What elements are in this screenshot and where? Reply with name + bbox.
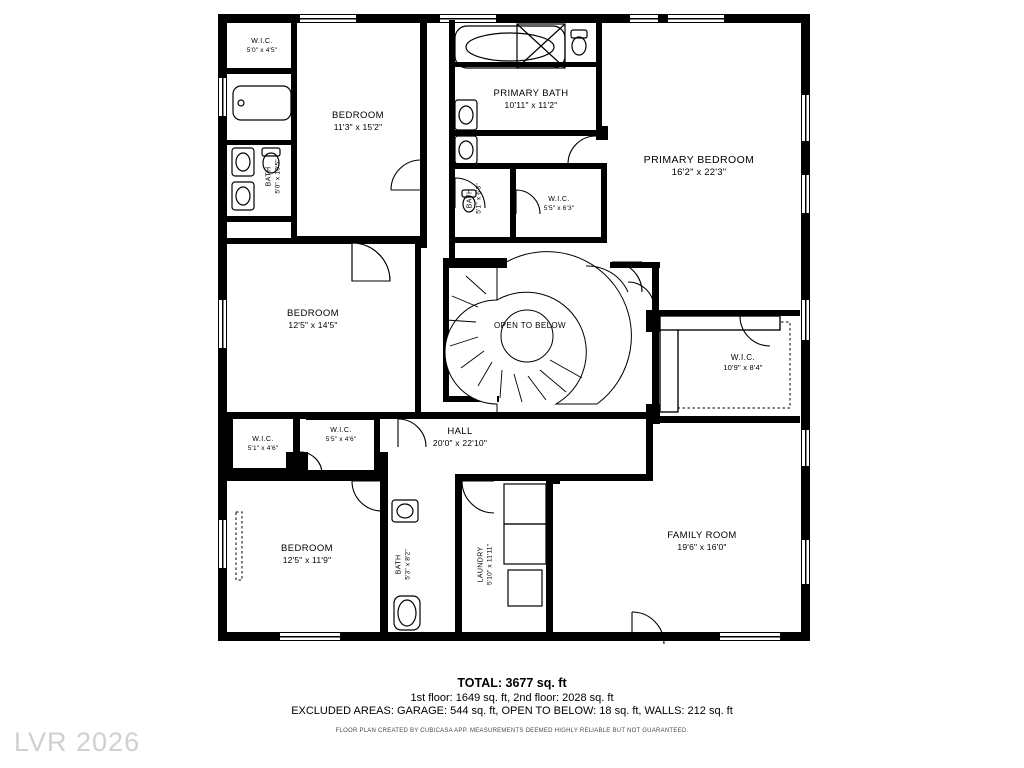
room-dimension: 12'5" x 14'5" (288, 319, 338, 330)
room-label-wic-lower-mid (306, 427, 376, 444)
room-label-bath-center (467, 166, 484, 230)
room-name: BEDROOM (281, 543, 333, 554)
room-dimension: 5'1" x 4'6" (247, 444, 279, 452)
room-label-laundry (478, 524, 495, 604)
bathtub-icon (233, 86, 291, 120)
room-dimension: 5'3" x 8'2" (404, 549, 412, 580)
room-dimension: 5'0" x 10'5" (274, 159, 282, 194)
washer-icon (504, 484, 546, 524)
watermark-label: LVR 2026 (14, 727, 141, 757)
room-name: BATH (265, 166, 273, 187)
room-label-bath-bottom (396, 531, 413, 597)
sink-icon (455, 136, 477, 164)
room-name: W.I.C. (730, 353, 756, 362)
room-dimension: 20'0" x 22'10" (432, 437, 488, 448)
room-name: BEDROOM (287, 308, 339, 319)
room-dimension: 5'10" x 11'11" (486, 543, 494, 585)
room-label-wic-center (521, 196, 597, 213)
laundry-sink-icon (508, 570, 542, 606)
room-dimension: 5'0" x 4'5" (246, 46, 278, 54)
room-label-bath-left (266, 142, 283, 210)
room-label-hall (405, 426, 515, 449)
room-label-bedroom-top (295, 110, 421, 133)
room-dimension: 5'5" x 6'3" (543, 204, 575, 212)
room-name: PRIMARY BATH (493, 88, 569, 99)
room-name: W.I.C. (251, 38, 273, 45)
door-swing (352, 243, 390, 281)
room-label-wic-top-left (228, 38, 296, 55)
bathtub-icon (455, 26, 565, 68)
room-label-wic-primary (688, 353, 798, 372)
room-label-family-room (633, 530, 771, 553)
room-name: W.I.C. (252, 436, 274, 443)
staircase (445, 252, 631, 412)
dryer-icon (504, 524, 546, 564)
room-label-bedroom-mid-left (248, 308, 378, 331)
room-name: BATH (395, 554, 403, 575)
room-dimension: 5'5" x 4'6" (325, 435, 357, 443)
room-name: LAUNDRY (477, 546, 485, 583)
room-dimension: 10'11" x 11'2" (504, 99, 558, 110)
room-name: OPEN TO BELOW (493, 321, 567, 330)
room-dimension: 16'2" x 22'3" (671, 167, 727, 179)
room-dimension: 11'3" x 15'2" (333, 121, 383, 132)
room-name: HALL (447, 426, 473, 437)
room-name: BEDROOM (332, 110, 384, 121)
room-dimension: 5'1" x 6'3" (475, 183, 483, 214)
room-dimension: 19'6" x 16'0" (677, 541, 727, 552)
room-name: FAMILY ROOM (667, 530, 737, 541)
sink-icon (232, 148, 254, 176)
room-name: PRIMARY BEDROOM (643, 154, 755, 166)
total-area-text: TOTAL: 3677 sq. ft (457, 676, 567, 690)
room-label-open-to-below (470, 321, 590, 331)
room-name: W.I.C. (548, 196, 570, 203)
room-name: BATH (466, 188, 474, 209)
room-label-primary-bath (466, 88, 596, 111)
sink-icon (392, 500, 418, 522)
room-dimension: 10'9" x 8'4" (723, 363, 763, 372)
room-label-wic-lower-left (232, 436, 294, 453)
plan-summary (0, 676, 1024, 734)
sink-icon (232, 182, 254, 210)
room-label-bedroom-bottom (245, 543, 369, 566)
room-label-primary-bedroom (618, 154, 780, 179)
room-dimension: 12'5" x 11'9" (282, 554, 332, 565)
floor-breakdown-text: 1st floor: 1649 sq. ft, 2nd floor: 2028 sq. ft (410, 692, 614, 704)
excluded-areas-text: EXCLUDED AREAS: GARAGE: 544 sq. ft, OPEN TO BELOW: 18 sq. ft, WALLS: 212 sq. ft (291, 705, 733, 717)
disclaimer-text: FLOOR PLAN CREATED BY CUBICASA APP. MEASUREMENTS DEEMED HIGHLY RELIABLE BUT NOT GUARANTEED. (335, 728, 689, 734)
room-name: W.I.C. (330, 427, 352, 434)
